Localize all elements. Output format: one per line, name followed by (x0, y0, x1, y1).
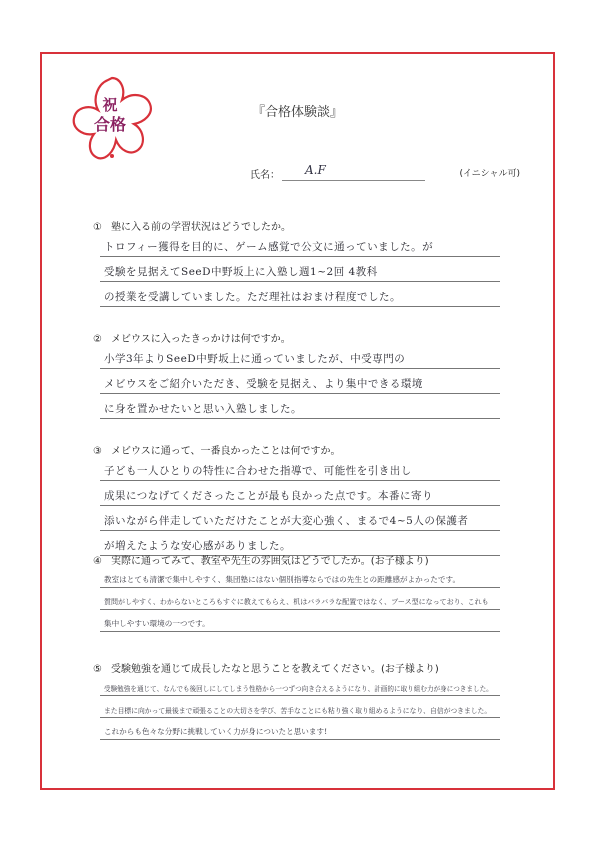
answer-line (100, 610, 500, 632)
stamp-text-1: 祝 (102, 96, 118, 114)
sakura-stamp (62, 70, 162, 170)
answer-text: 集中しやすい環境の一つです。 (104, 619, 210, 628)
question-text: メビウスに入ったきっかけは何ですか。 (111, 334, 291, 345)
name-row (250, 163, 520, 184)
answer-3 (100, 456, 500, 556)
answer-text: 成果につなげてくださったことが最も良かった点です。本番に寄り (104, 490, 433, 502)
answer-text: に身を置かせたいと思い入塾しました。 (104, 403, 302, 415)
answer-text: また目標に向かって最後まで頑張ることの大切さを学び、苦手なことにも粘り強く取り組めるようになり、自信がつきました。 (104, 707, 492, 715)
answer-text: 教室はとても清潔で集中しやすく、集団塾にはない個別指導ならではの先生との距離感がよかったです。 (104, 575, 461, 584)
answer-text: 子ども一人ひとりの特性に合わせた指導で、可能性を引き出し (104, 465, 412, 477)
name-underline (282, 180, 425, 181)
question-number: ④ (93, 556, 102, 567)
answer-line (100, 506, 500, 531)
answer-4 (100, 566, 500, 632)
question-4 (93, 552, 429, 567)
name-value: A.F (305, 163, 326, 177)
answer-1 (100, 232, 500, 307)
answer-2 (100, 344, 500, 419)
answer-line (100, 566, 500, 588)
answer-line (100, 588, 500, 610)
answer-text: 受験を見据えてSeeD中野坂上に入塾し週1~2回 4教科 (104, 266, 378, 278)
answer-text: が増えたような安心感がありました。 (104, 540, 291, 552)
answer-line (100, 394, 500, 419)
answer-text: 受験勉強を通じて、なんでも後回しにしてしまう性格から一つずつ向き合えるようになり、計画的に取り組む力が身につきました。 (104, 685, 493, 693)
answer-line (100, 344, 500, 369)
stamp-text-2: 合格 (93, 115, 127, 134)
name-note: (イニシャル可) (459, 169, 520, 179)
answer-5 (100, 674, 500, 740)
answer-line (100, 456, 500, 481)
answer-text: メビウスをご紹介いただき、受験を見据え、より集中できる環境 (104, 378, 423, 390)
answer-text: の授業を受講していました。ただ理社はおまけ程度でした。 (104, 291, 401, 303)
question-5 (93, 660, 439, 675)
answer-line (100, 718, 500, 740)
answer-text: これからも色々な分野に挑戦していく力が身についたと思います! (104, 727, 328, 736)
answer-line (100, 369, 500, 394)
question-number: ② (93, 334, 102, 345)
answer-line (100, 481, 500, 506)
answer-line (100, 257, 500, 282)
answer-line (100, 674, 500, 696)
question-1 (93, 218, 291, 233)
answer-line (100, 232, 500, 257)
answer-text: トロフィー獲得を目的に、ゲーム感覚で公文に通っていました。が (104, 241, 434, 253)
answer-text: 質問がしやすく、わからないところもすぐに教えてもらえ、机はバラバラな配置ではなく、ブース型になっており、これも (104, 598, 489, 606)
page-title: 『合格体験談』 (251, 105, 343, 120)
question-text: 塾に入る前の学習状況はどうでしたか。 (111, 222, 291, 233)
name-label: 氏名： (250, 170, 280, 181)
question-2 (93, 330, 291, 345)
question-text: 実際に通ってみて、教室や先生の雰囲気はどうでしたか。(お子様より) (111, 556, 429, 567)
question-text: メビウスに通って、一番良かったことは何ですか。 (111, 446, 341, 457)
question-number: ③ (93, 446, 102, 457)
answer-line (100, 282, 500, 307)
answer-text: 小学3年よりSeeD中野坂上に通っていましたが、中受専門の (104, 353, 406, 365)
question-3 (93, 442, 341, 457)
answer-line (100, 696, 500, 718)
question-number: ① (93, 222, 102, 233)
question-text: 受験勉強を通じて成長したなと思うことを教えてください。(お子様より) (111, 664, 439, 675)
question-number: ⑤ (93, 664, 102, 675)
answer-text: 添いながら伴走していただけたことが大変心強く、まるで4~5人の保護者 (104, 515, 469, 527)
